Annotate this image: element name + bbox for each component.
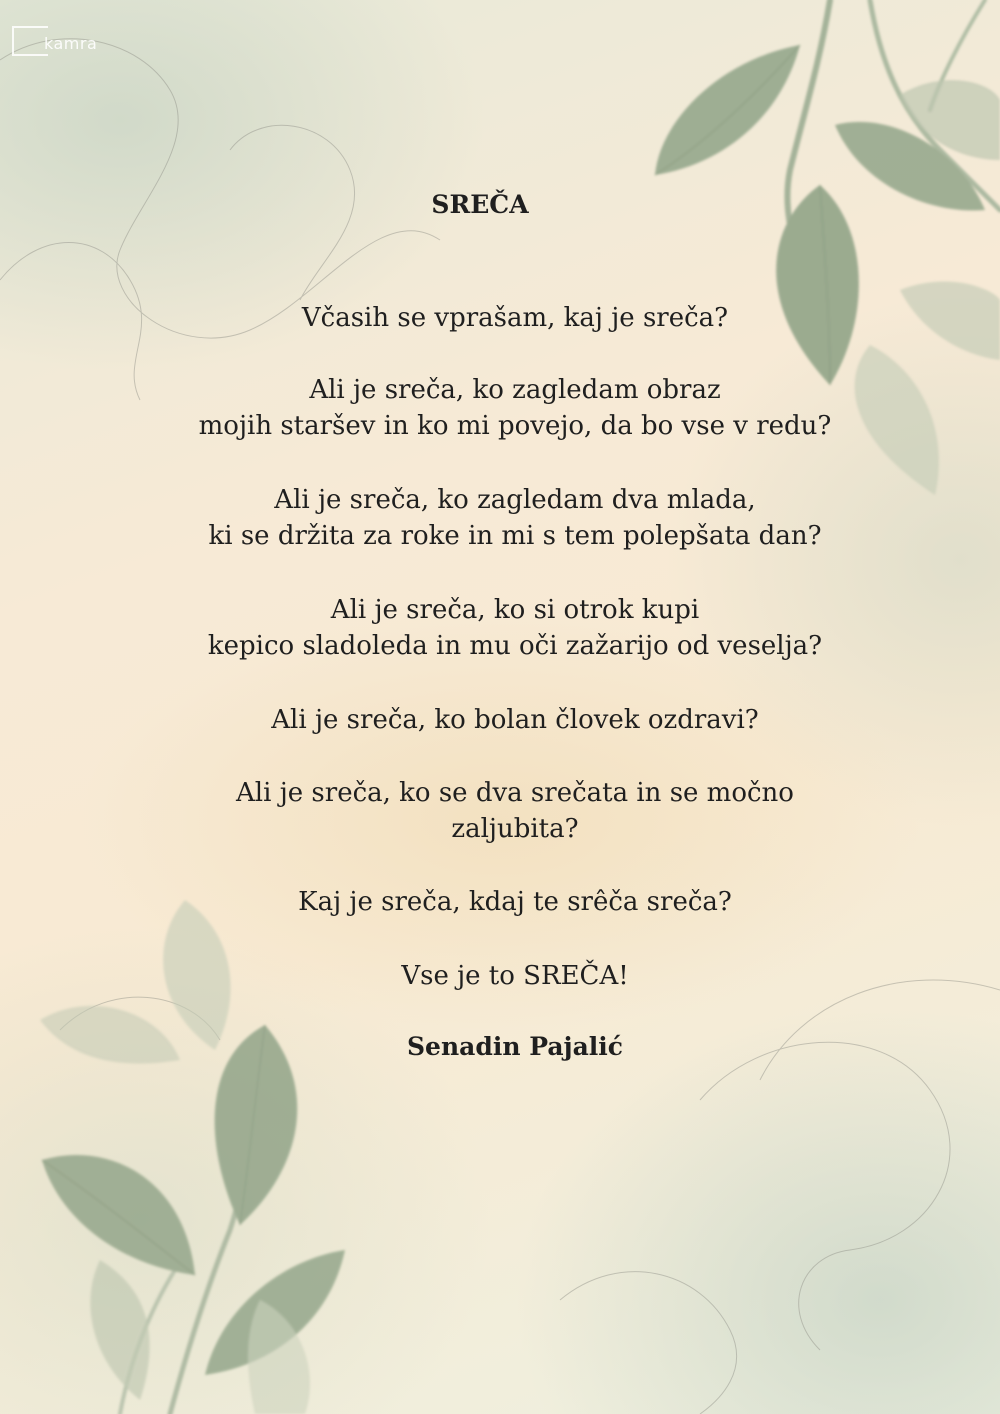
- poem-line: Ali je sreča, ko zagledam obraz: [309, 375, 721, 405]
- poem-line: Ali je sreča, ko se dva srečata in se močno: [236, 778, 794, 808]
- stanza-5: [110, 702, 920, 738]
- poem-line: ki se držita za roke in mi s tem polepšata dan?: [208, 521, 822, 551]
- stanza-6: [110, 775, 920, 847]
- logo-text: kamra: [44, 34, 98, 53]
- stanza-7: [110, 884, 920, 920]
- poem-line: Včasih se vprašam, kaj je sreča?: [301, 303, 729, 333]
- poem-line: Kaj je sreča, kdaj te srêča sreča?: [298, 887, 732, 917]
- stanza-2: [110, 372, 920, 444]
- kamra-logo: [12, 24, 122, 64]
- stanza-4: [110, 592, 920, 664]
- poem-line: Ali je sreča, ko zagledam dva mlada,: [274, 485, 756, 515]
- poem-line: zaljubita?: [451, 814, 579, 844]
- logo-frame-icon: [12, 26, 48, 56]
- poem-author: Senadin Pajalić: [407, 1032, 623, 1061]
- poem-line: Ali je sreča, ko si otrok kupi: [330, 595, 700, 625]
- stanza-8: [110, 958, 920, 994]
- poem-line: kepico sladoleda in mu oči zažarijo od veselja?: [207, 631, 823, 661]
- poem-line: Vse je to SREČA!: [401, 961, 629, 991]
- stanza-1: [110, 300, 920, 336]
- poem-line: Ali je sreča, ko bolan človek ozdravi?: [271, 705, 759, 735]
- poem-line: mojih staršev in ko mi povejo, da bo vse v redu?: [198, 411, 832, 441]
- stanza-3: [110, 482, 920, 554]
- poem-title: SREČA: [431, 190, 529, 219]
